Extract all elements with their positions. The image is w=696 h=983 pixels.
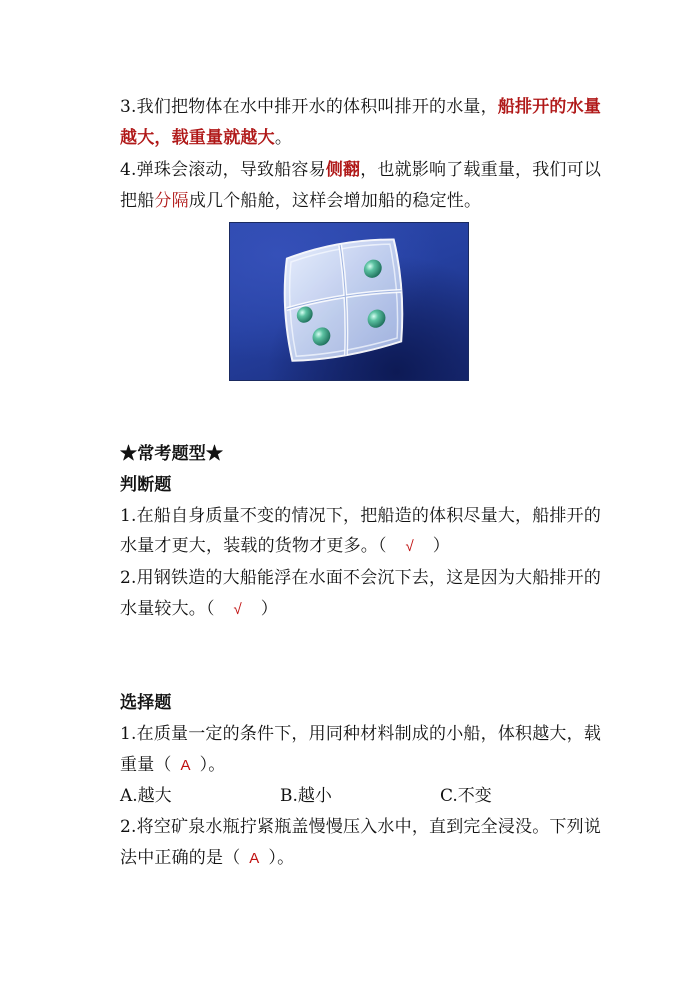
choice-q1-option-b: B.越小 — [280, 786, 332, 806]
choice-q2-answer: A — [249, 850, 260, 867]
judge-heading: 判断题 — [120, 475, 172, 495]
note-3-prefix: 3.我们把物体在水中排开水的体积叫排开的水量， — [120, 97, 498, 117]
boat-with-marbles-photo — [229, 222, 469, 381]
choice-q2-line-2 — [120, 847, 294, 870]
note-4-prefix: 4.弹珠会滚动，导致船容易 — [120, 160, 326, 180]
foil-boat-shape — [276, 228, 411, 371]
judge-q2-line-1: 2.用钢铁造的大船能浮在水面不会沉下去，这是因为大船排开的 — [120, 568, 602, 588]
note-4-line-2 — [120, 190, 481, 212]
choice-q1-line-1: 1.在质量一定的条件下，用同种材料制成的小船，体积越大，载 — [120, 724, 602, 744]
note-4-highlight-divide: 分隔 — [154, 191, 189, 211]
judge-q1-suffix: ） — [432, 536, 450, 556]
note-4-highlight-sidetip: 侧翻 — [325, 160, 361, 180]
note-3-line-1 — [120, 96, 601, 118]
note-3-line-2 — [120, 127, 292, 149]
choice-q1-option-c: C.不变 — [440, 786, 492, 806]
note-4-line-1 — [120, 159, 601, 181]
judge-q2-prefix: 水量较大。（ — [120, 599, 215, 619]
judge-q1-prefix: 水量才更大，装载的货物才更多。（ — [120, 536, 387, 556]
judge-q2-suffix: ） — [260, 599, 278, 619]
choice-q1-option-a: A.越大 — [120, 786, 172, 806]
section-title: ★常考题型★ — [120, 444, 224, 464]
note-4-line-2-suffix: 成几个船舱，这样会增加船的稳定性。 — [188, 191, 482, 211]
note-3-suffix: 。 — [274, 128, 293, 148]
choice-q2-suffix: ）。 — [268, 848, 295, 868]
note-4-suffix: ，也就影响了载重量，我们可以 — [360, 160, 602, 180]
judge-q2-line-2 — [120, 598, 278, 621]
judge-q2-answer: √ — [233, 601, 242, 618]
note-3-highlight-2: 越大，载重量就越大 — [120, 128, 275, 148]
choice-heading: 选择题 — [120, 693, 172, 713]
choice-q1-answer: A — [180, 757, 191, 774]
choice-q2-line-1: 2.将空矿泉水瓶拧紧瓶盖慢慢压入水中，直到完全浸没。下列说 — [120, 817, 602, 837]
judge-q1-line-2 — [120, 535, 450, 558]
judge-q1-answer: √ — [405, 538, 414, 555]
choice-q2-prefix: 法中正确的是（ — [120, 848, 241, 868]
note-4-line-2-prefix: 把船 — [120, 191, 155, 211]
note-3-highlight-1: 船排开的水量 — [497, 97, 602, 117]
choice-q1-suffix: ）。 — [199, 755, 226, 775]
choice-q1-line-2 — [120, 754, 226, 777]
foil-boat-drawing — [276, 228, 411, 371]
choice-q1-prefix: 重量（ — [120, 755, 172, 775]
judge-q1-line-1: 1.在船自身质量不变的情况下，把船造的体积尽量大，船排开的 — [120, 506, 602, 526]
